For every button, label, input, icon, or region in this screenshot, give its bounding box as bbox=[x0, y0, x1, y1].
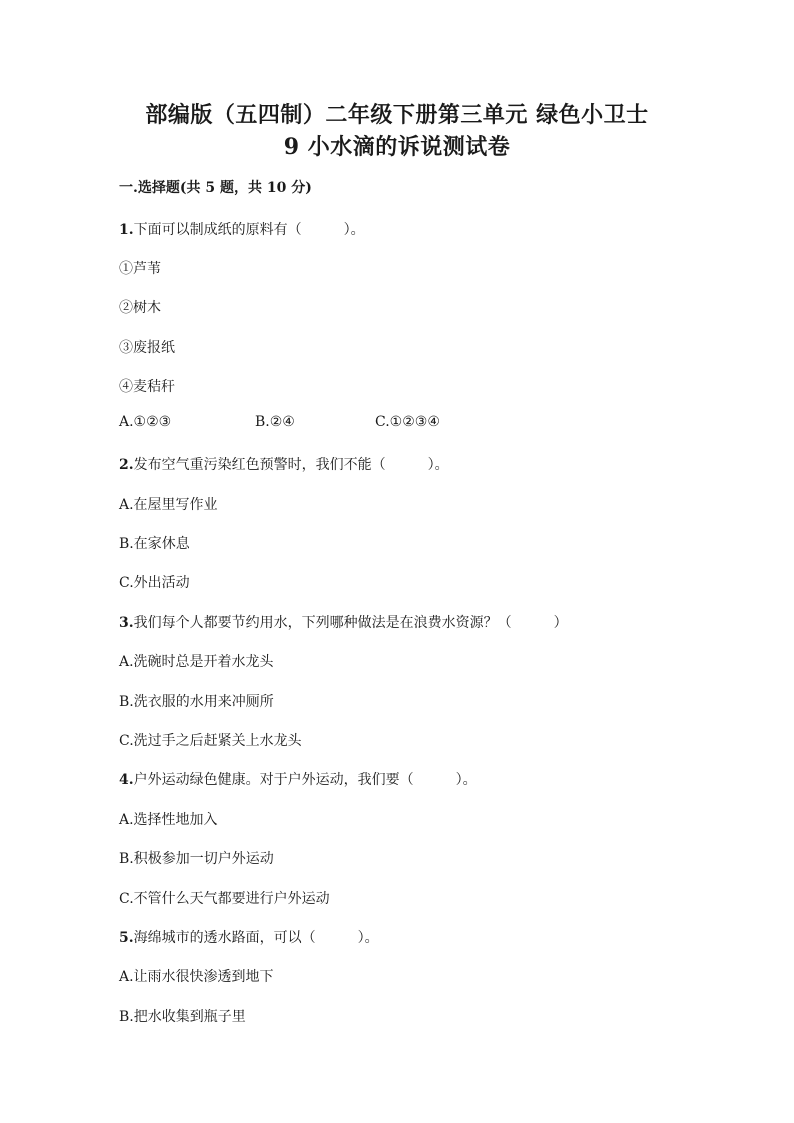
q1-item-4: ④麦秸秆 bbox=[119, 379, 175, 395]
q1-option-a: A.①②③ bbox=[119, 414, 172, 430]
q2-option-c: C.外出活动 bbox=[119, 575, 190, 591]
q5-option-a: A.让雨水很快渗透到地下 bbox=[119, 969, 274, 985]
question-number: 4. bbox=[119, 772, 134, 788]
question-3 bbox=[119, 612, 568, 632]
exam-title-line2: 9 小水滴的诉说测试卷 bbox=[283, 134, 511, 160]
question-number: 1. bbox=[119, 222, 134, 238]
q2-option-a: A.在屋里写作业 bbox=[119, 497, 218, 513]
question-5 bbox=[119, 927, 379, 947]
q4-option-a: A.选择性地加入 bbox=[119, 812, 218, 828]
question-1 bbox=[119, 219, 365, 239]
question-stem: 海绵城市的透水路面，可以（ ）。 bbox=[133, 930, 379, 946]
q4-option-c: C.不管什么天气都要进行户外运动 bbox=[119, 891, 330, 907]
question-4 bbox=[119, 769, 477, 789]
question-stem: 我们每个人都要节约用水，下列哪种做法是在浪费水资源？（ ） bbox=[133, 615, 568, 631]
q1-item-3: ③废报纸 bbox=[119, 340, 175, 356]
section-heading: 一.选择题(共 5 题，共 10 分) bbox=[119, 180, 312, 196]
q3-option-b: B.洗衣服的水用来冲厕所 bbox=[119, 694, 274, 710]
q3-option-a: A.洗碗时总是开着水龙头 bbox=[119, 654, 274, 670]
question-stem: 下面可以制成纸的原料有（ ）。 bbox=[133, 222, 365, 238]
question-stem: 户外运动绿色健康。对于户外运动，我们要（ ）。 bbox=[133, 772, 477, 788]
q1-item-2: ②树木 bbox=[119, 300, 161, 316]
question-stem: 发布空气重污染红色预警时，我们不能（ ）。 bbox=[133, 457, 449, 473]
q2-option-b: B.在家休息 bbox=[119, 536, 190, 552]
question-2 bbox=[119, 454, 449, 474]
q3-option-c: C.洗过手之后赶紧关上水龙头 bbox=[119, 733, 302, 749]
q1-item-1: ①芦苇 bbox=[119, 261, 161, 277]
exam-title-line1: 部编版（五四制）二年级下册第三单元 绿色小卫士 bbox=[145, 102, 649, 128]
question-number: 5. bbox=[119, 930, 134, 946]
q4-option-b: B.积极参加一切户外运动 bbox=[119, 851, 274, 867]
question-number: 3. bbox=[119, 615, 134, 631]
q1-option-b: B.②④ bbox=[255, 414, 295, 430]
q5-option-b: B.把水收集到瓶子里 bbox=[119, 1009, 246, 1025]
q1-option-c: C.①②③④ bbox=[375, 414, 440, 430]
question-number: 2. bbox=[119, 457, 134, 473]
